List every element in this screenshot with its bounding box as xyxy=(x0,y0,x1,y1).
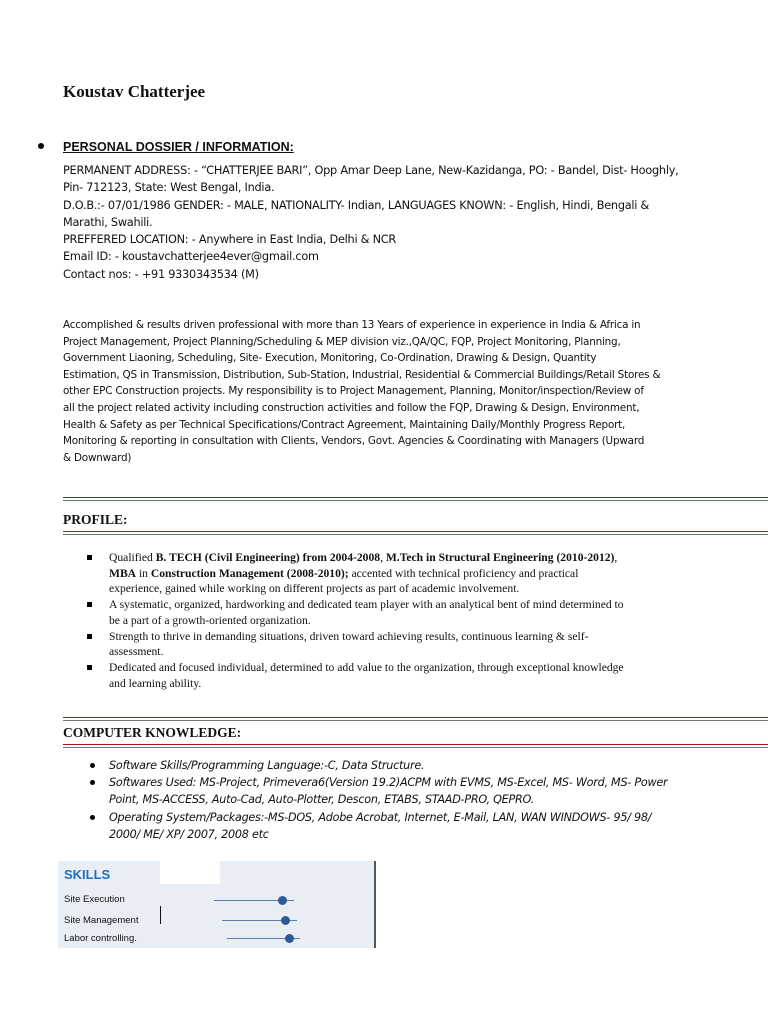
summary-line: Accomplished & results driven professional with more than 13 Years of experience in experience in India & Africa in xyxy=(63,319,641,331)
round-bullet xyxy=(90,780,95,785)
text: , xyxy=(380,551,386,564)
degree-mtech: M.Tech in Structural Engineering (2010-2012) xyxy=(385,551,615,564)
languages-line-2: Marathi, Swahili. xyxy=(63,215,153,229)
round-bullet xyxy=(90,815,95,820)
personal-dossier-heading: PERSONAL DOSSIER / INFORMATION: xyxy=(63,140,294,154)
text: Operating System/Packages:-MS-DOS, Adobe Acrobat, Internet, E-Mail, LAN, WAN WINDOWS- 95/ 98/ xyxy=(109,810,652,824)
summary-line: all the project related activity including construction activities and follow the FQP, Drawing & Design, Environment, xyxy=(63,401,640,414)
summary-line: Health & Safety as per Technical Specifications/Contract Agreement, Maintaining Daily/Monthly Progress Report, xyxy=(63,418,626,431)
text: , xyxy=(614,551,618,564)
degree-btech: B. TECH (Civil Engineering) from 2004-2008 xyxy=(155,551,381,564)
profile-title: PROFILE: xyxy=(63,512,128,527)
section-rule xyxy=(63,497,768,498)
preferred-location-line: PREFFERED LOCATION: - Anywhere in East India, Delhi & NCR xyxy=(63,233,397,247)
text-cursor xyxy=(160,906,161,924)
list-item xyxy=(86,550,706,597)
degree-mba-field: Construction Management (2008-2010); xyxy=(150,566,349,580)
list-item xyxy=(86,629,706,660)
list-item xyxy=(86,660,706,691)
square-bullet xyxy=(87,634,92,639)
section-rule xyxy=(63,717,768,718)
skill-label: Site Management xyxy=(64,915,139,926)
panel-gap xyxy=(160,861,220,884)
section-rule xyxy=(63,500,768,501)
skill-label: Site Execution xyxy=(64,894,125,905)
section-rule xyxy=(63,747,768,748)
summary-line: Government Liaoning, Scheduling, Site- Execution, Monitoring, Co-Ordination, Drawing & Design, Quantity xyxy=(63,352,597,365)
profile-list xyxy=(86,550,706,691)
text: experience, gained while working on different projects as part of academic involvement. xyxy=(109,582,520,596)
section-bullet-dot xyxy=(38,143,44,149)
skill-slider-knob[interactable] xyxy=(285,934,294,943)
career-summary xyxy=(63,317,718,466)
skills-panel xyxy=(58,861,375,948)
text: Strength to thrive in demanding situations, driven toward achieving results, continuous learning & self- xyxy=(109,629,589,643)
list-item xyxy=(90,757,710,774)
summary-line: other EPC Construction projects. My responsibility is to Project Management, Planning, Monitor/inspection/Review of xyxy=(63,385,644,398)
text: Softwares Used: MS-Project, Primevera6(Version 19.2)ACPM with EVMS, MS-Excel, MS- Word, MS- Power xyxy=(109,776,668,790)
text: and learning ability. xyxy=(109,676,202,690)
section-rule xyxy=(63,534,768,535)
text: accented with technical proficiency and practical xyxy=(348,566,579,580)
summary-line: Monitoring & reporting in consultation with Clients, Vendors, Govt. Agencies & Coordinating with Managers (Upward xyxy=(63,435,645,448)
list-item xyxy=(90,809,710,843)
text: be a part of a growth-oriented organization. xyxy=(109,613,311,627)
round-bullet xyxy=(90,763,95,768)
section-rule xyxy=(63,744,768,745)
candidate-name: Koustav Chatterjee xyxy=(63,82,206,101)
section-rule xyxy=(63,720,768,721)
computer-knowledge-title: COMPUTER KNOWLEDGE: xyxy=(63,725,242,740)
text: Software Skills/Programming Language:-C, Data Structure. xyxy=(109,759,425,772)
panel-divider xyxy=(374,861,376,948)
skill-slider-knob[interactable] xyxy=(278,896,287,905)
text: in xyxy=(136,566,151,580)
text: assessment. xyxy=(109,645,164,659)
contact-line: Contact nos: - +91 9330343534 (M) xyxy=(63,267,259,281)
square-bullet xyxy=(87,665,92,670)
skill-slider-knob[interactable] xyxy=(281,916,290,925)
summary-line: Project Management, Project Planning/Scheduling & MEP division viz.,QA/QC, FQP, Project Monitoring, Planning, xyxy=(63,335,621,348)
text: Qualified xyxy=(109,551,156,564)
list-item xyxy=(86,597,706,628)
skills-title: SKILLS xyxy=(64,867,111,882)
personal-details xyxy=(63,162,713,283)
address-line-2: Pin- 712123, State: West Bengal, India. xyxy=(63,181,275,195)
summary-line: & Downward) xyxy=(63,451,132,464)
text: Point, MS-ACCESS, Auto-Cad, Auto-Plotter, Descon, ETABS, STAAD-PRO, QEPRO. xyxy=(109,793,534,807)
address-line: PERMANENT ADDRESS: - “CHATTERJEE BARI”, Opp Amar Deep Lane, New-Kazidanga, PO: - Bandel, Dist- Hooghly, xyxy=(63,164,679,177)
text: 2000/ ME/ XP/ 2007, 2008 etc xyxy=(109,827,269,841)
square-bullet xyxy=(87,555,92,560)
section-rule xyxy=(63,531,768,532)
computer-knowledge-list xyxy=(90,757,710,843)
square-bullet xyxy=(87,602,92,607)
text: Dedicated and focused individual, determined to add value to the organization, through exceptional knowledge xyxy=(109,660,624,674)
text: A systematic, organized, hardworking and dedicated team player with an analytical bent of mind determined to xyxy=(109,598,624,612)
skill-label: Labor controlling. xyxy=(64,933,137,944)
degree-mba: MBA xyxy=(109,566,137,580)
dob-line: D.O.B.:- 07/01/1986 GENDER: - MALE, NATIONALITY- Indian, LANGUAGES KNOWN: - English, Hindi, Bengali & xyxy=(63,198,650,212)
summary-line: Estimation, QS in Transmission, Distribution, Sub-Station, Industrial, Residential & Commercial Buildings/Retail Stores & xyxy=(63,368,661,381)
email-line: Email ID: - koustavchatterjee4ever@gmail.com xyxy=(63,250,319,264)
list-item xyxy=(90,774,710,808)
